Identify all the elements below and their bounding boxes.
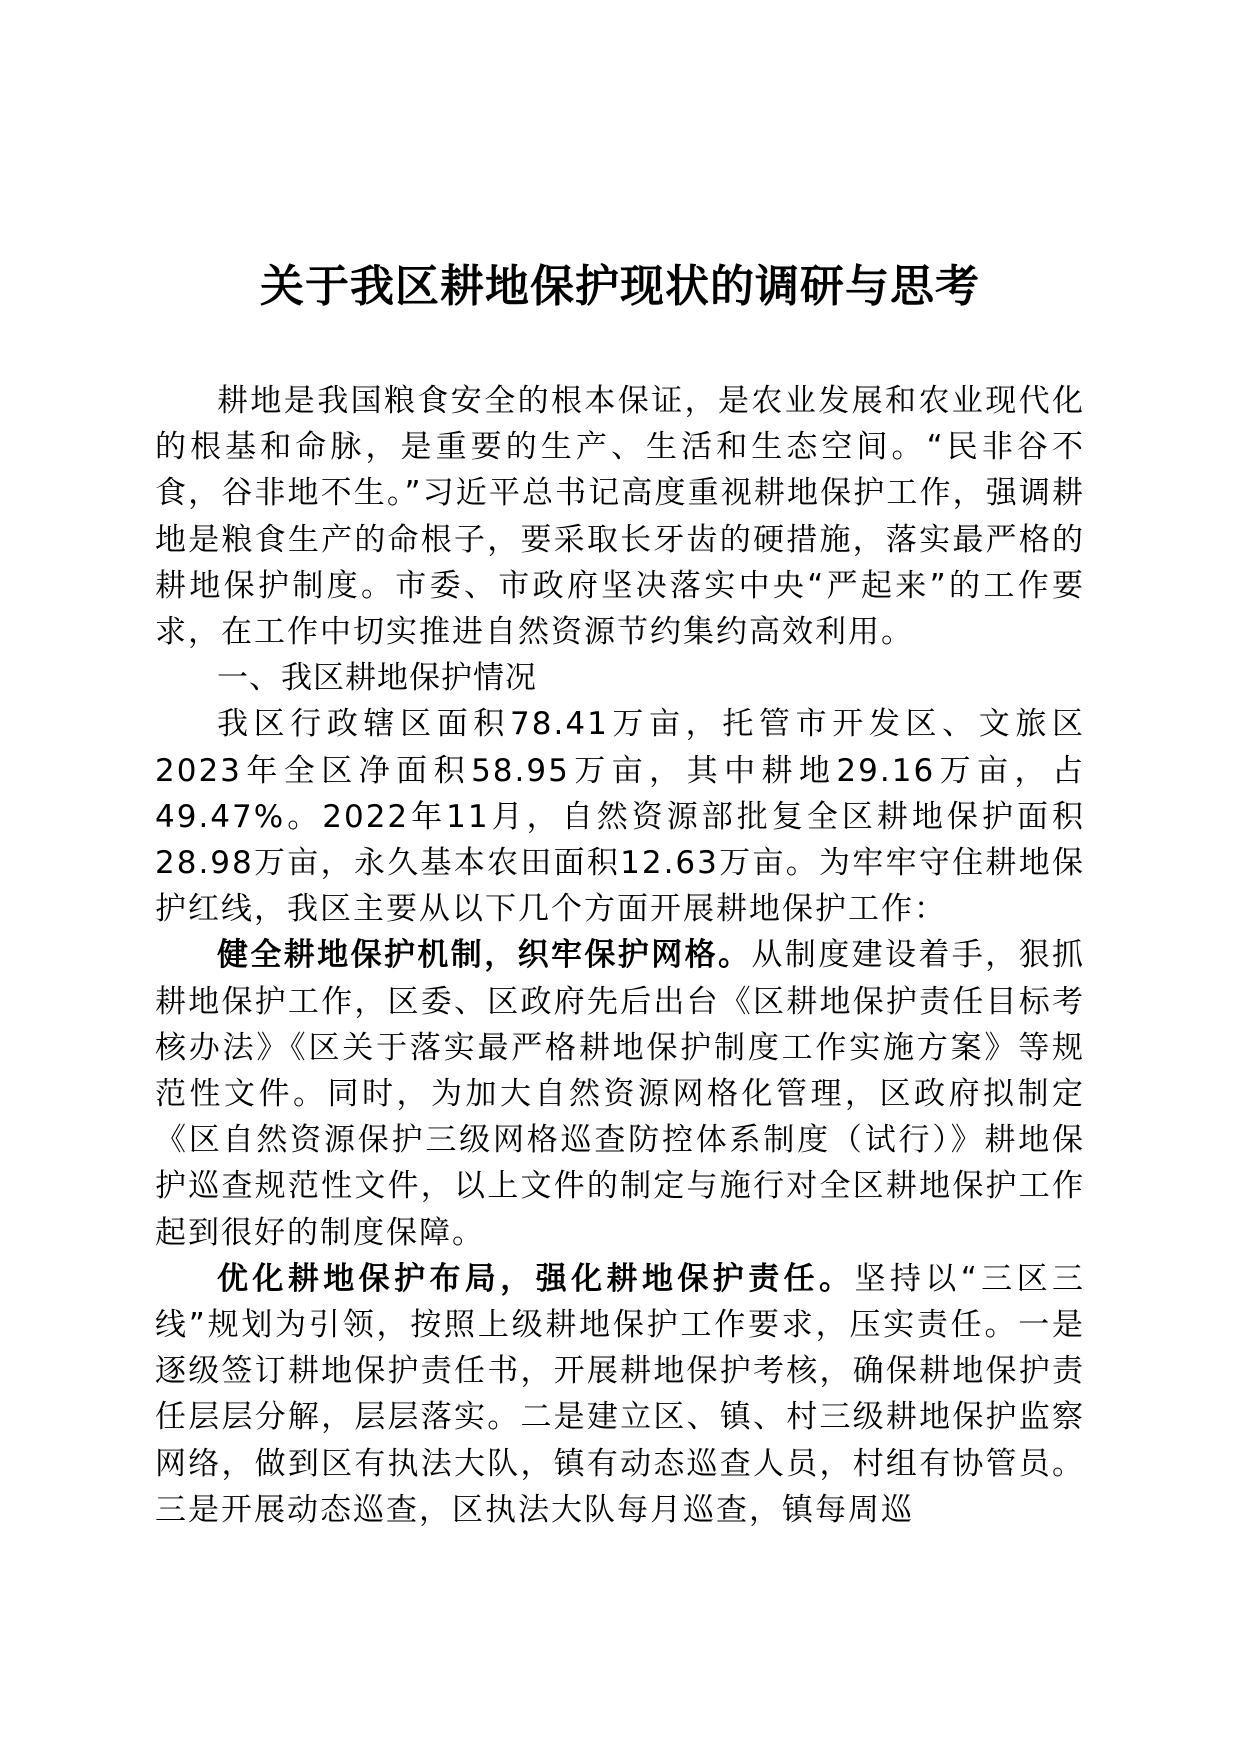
section-paragraph: 我区行政辖区面积78.41万亩，托管市开发区、文旅区2023年全区净面积58.95万亩，其中耕地29.16万亩，占49.47%。2022年11月，自然资源部批复全区耕地保护面积28.98万亩，永久基本农田面积12.63万亩。为牢牢守住耕地保护红线，我区主要从以下几个方面开展耕地保护工作：	[155, 706, 1085, 928]
intro-paragraph: 耕地是我国粮食安全的根本保证，是农业发展和农业现代化的根基和命脉，是重要的生产、生活和生态空间。“民非谷不食，谷非地不生。”习近平总书记高度重视耕地保护工作，强调耕地是粮食生产的命根子，要采取长牙齿的硬措施，落实最严格的耕地保护制度。市委、市政府坚决落实中央“严起来”的工作要求，在工作中切实推进自然资源节约集约高效利用。	[155, 383, 1085, 651]
document-body	[155, 378, 1085, 1533]
mechanism-paragraph	[155, 932, 1085, 1255]
section-heading: 一、我区耕地保护情况	[217, 660, 537, 697]
document-title: 关于我区耕地保护现状的调研与思考	[260, 261, 980, 312]
mechanism-lead: 健全耕地保护机制，织牢保护网格。	[217, 937, 752, 974]
layout-text: 坚持以“三区三线”规划为引领，按照上级耕地保护工作要求，压实责任。一是逐级签订耕地保护责任书，开展耕地保护考核，确保耕地保护责任层层分解，层层落实。二是建立区、镇、村三级耕地保护监察网络，做到区有执法大队，镇有动态巡查人员，村组有协管员。三是开展动态巡查，区执法大队每月巡查，镇每周巡	[155, 1260, 1085, 1528]
layout-lead: 优化耕地保护布局，强化耕地保护责任。	[217, 1260, 855, 1297]
layout-paragraph	[155, 1256, 1085, 1533]
mechanism-text: 从制度建设着手，狠抓耕地保护工作，区委、区政府先后出台《区耕地保护责任目标考核办法》《区关于落实最严格耕地保护制度工作实施方案》等规范性文件。同时，为加大自然资源网格化管理，区政府拟制定《区自然资源保护三级网格巡查防控体系制度（试行）》耕地保护巡查规范性文件，以上文件的制定与施行对全区耕地保护工作起到很好的制度保障。	[155, 937, 1086, 1251]
